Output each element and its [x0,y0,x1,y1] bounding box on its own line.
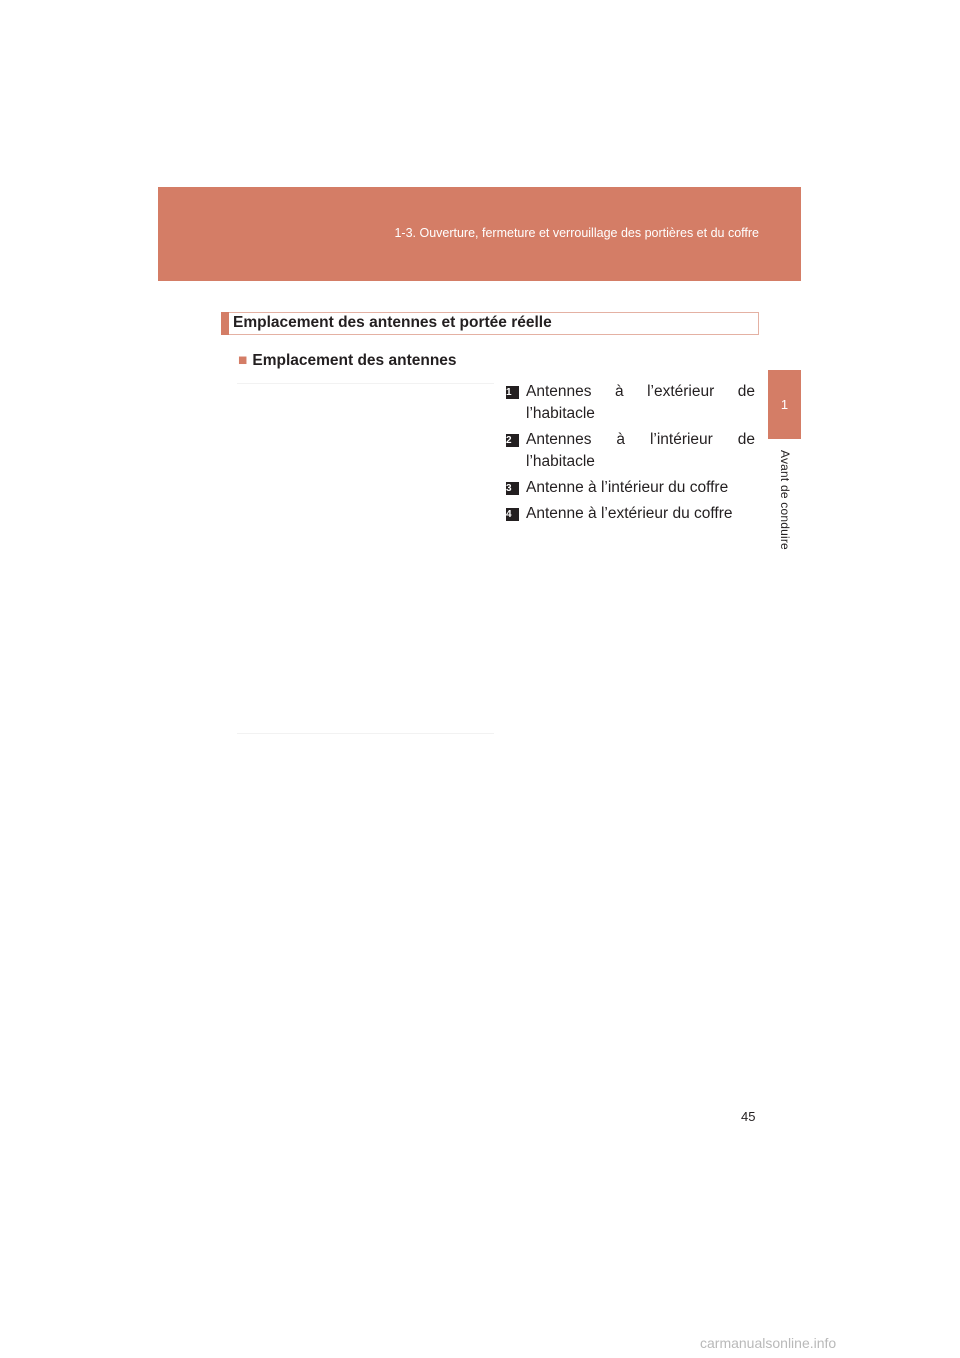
watermark: carmanualsonline.info [700,1335,837,1351]
legend-item-text: Antenne à l’intérieur du coffre [526,479,729,496]
number-badge-icon: 1 [506,386,519,399]
legend-item [506,429,755,473]
number-badge-icon: 2 [506,434,519,447]
legend-item-text: Antenne à l’extérieur du coffre [526,505,733,522]
page-number: 45 [741,1109,756,1124]
number-badge-icon: 3 [506,482,519,495]
number-badge-icon: 4 [506,508,519,521]
chapter-tab: 1 [768,370,801,439]
legend-item [506,503,755,525]
legend-item-text: Antennes à l’intérieur de l’habitacle [526,431,755,470]
header-band [158,187,801,281]
sub-heading-text: Emplacement des antennes [252,352,457,369]
section-heading-text: Emplacement des antennes et portée réelle [233,314,552,331]
antenna-location-figure [237,383,494,734]
section-heading [221,312,759,335]
legend-item [506,381,755,425]
sub-heading [238,352,457,370]
chapter-title: 1-3. Ouverture, fermeture et verrouillage des portières et du coffre [394,226,759,240]
square-bullet-icon: ■ [238,352,248,369]
section-heading-accent [221,312,229,335]
legend-item [506,477,755,499]
legend-item-text: Antennes à l’extérieur de l’habitacle [526,383,755,422]
chapter-tab-label: Avant de conduire [778,450,792,550]
legend-list [506,381,755,525]
